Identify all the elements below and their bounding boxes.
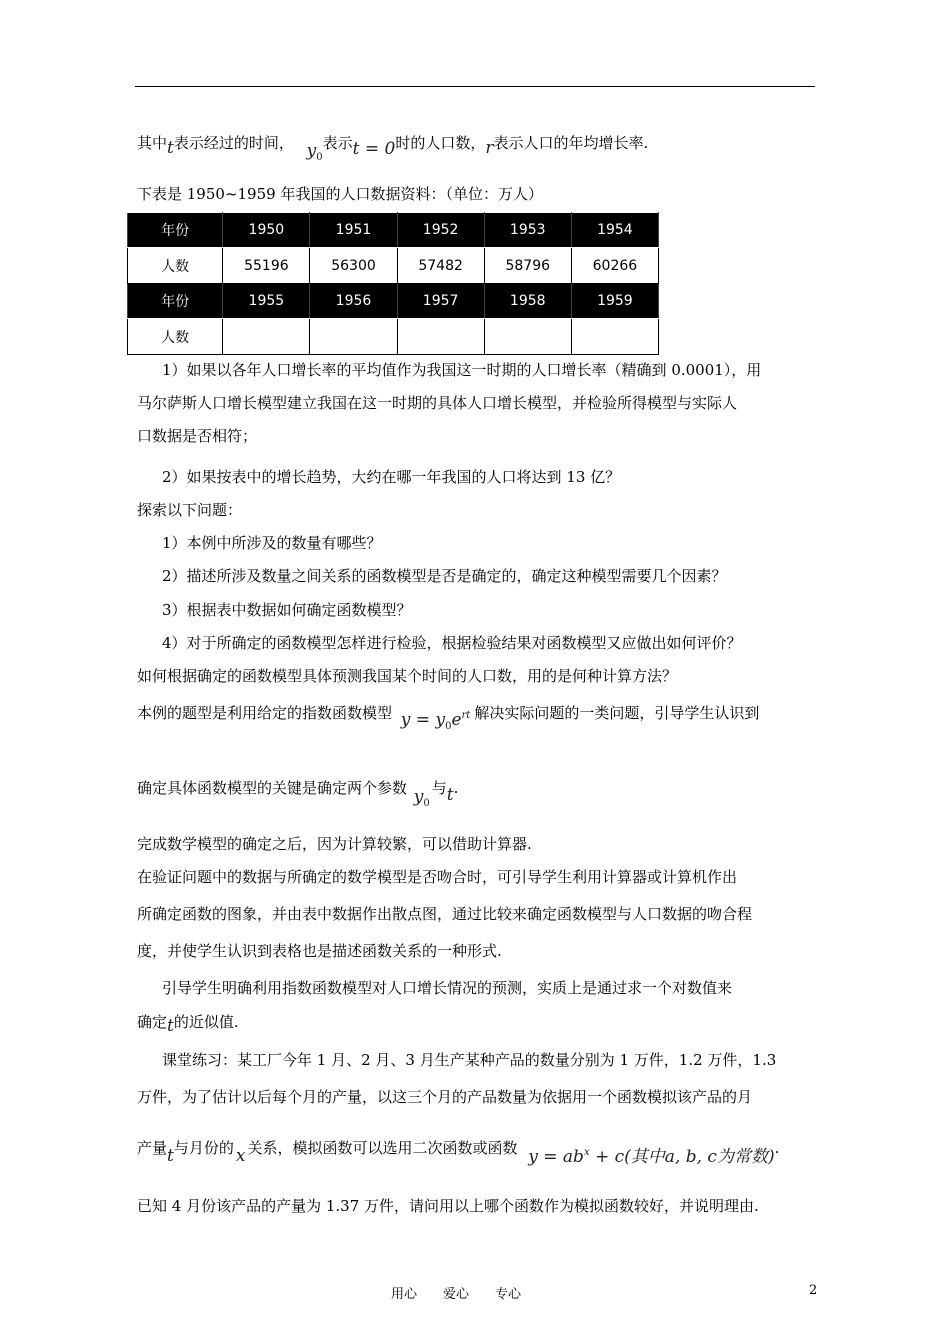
footer-word: 爱心 (443, 1287, 470, 1302)
table-cell: 1957 (397, 284, 484, 319)
population-table (127, 212, 659, 355)
table-cell: 57482 (397, 248, 484, 284)
table-cell: 1956 (310, 284, 397, 319)
table-cell: 55196 (223, 248, 310, 284)
explore-item-4-cont: 如何根据确定的函数模型具体预测我国某个时间的人口数，用的是何种计算方法？ (137, 667, 678, 685)
intro-line: 其中t表示经过的时间， $y_0$表示t = 0时的人口数，r表示人口的年均增长率. (137, 134, 649, 163)
table-row (128, 213, 659, 248)
output-relation-line: 产量t与月份的 x 关系，模拟函数可以选用二次函数或函数 $y = ab^x + c$(其中a, b, c为常数). (137, 1139, 780, 1167)
table-cell (484, 319, 571, 355)
table-cell: 1953 (484, 213, 571, 248)
table-cell: 年份 (128, 213, 223, 248)
footer-word: 专心 (495, 1287, 522, 1302)
table-cell: 年份 (128, 284, 223, 319)
explore-item-1: 1）本例中所涉及的数量有哪些？ (162, 534, 382, 552)
table-cell (397, 319, 484, 355)
table-cell: 60266 (571, 248, 658, 284)
table-row (128, 248, 659, 284)
verify-line-2: 所确定函数的图象，并由表中数据作出散点图，通过比较来确定函数模型与人口数据的吻合程 (137, 905, 753, 923)
footer-word: 用心 (391, 1287, 418, 1302)
key-parameters-line: 确定具体函数模型的关键是确定两个参数 $y_0$与t. (137, 779, 459, 809)
explore-heading: 探索以下问题： (137, 501, 243, 519)
question-1-line-1: 1）如果以各年人口增长率的平均值作为我国这一时期的人口增长率（精确到 0.0001），用 (162, 361, 762, 379)
practice-line-2: 万件，为了估计以后每个月的产量，以这三个月的产品数量为依据用一个函数模拟该产品的月 (137, 1088, 753, 1106)
table-cell: 1952 (397, 213, 484, 248)
question-1-line-3: 口数据是否相符； (137, 427, 258, 445)
footer-text (391, 1283, 547, 1302)
table-cell: 1958 (484, 284, 571, 319)
table-cell: 人数 (128, 248, 223, 284)
last-line: 已知 4 月份该产品的产量为 1.37 万件，请问用以上哪个函数作为模拟函数较好，并说明理由. (137, 1197, 759, 1215)
explore-item-2: 2）描述所涉及数量之间关系的函数模型是否是确定的，确定这种模型需要几个因素？ (162, 567, 727, 585)
header-rule (135, 86, 815, 87)
guide-line-1: 引导学生明确利用指数函数模型对人口增长情况的预测，实质上是通过求一个对数值来 (162, 979, 733, 997)
calc-line: 完成数学模型的确定之后，因为计算较繁，可以借助计算器. (137, 835, 532, 853)
table-cell: 1955 (223, 284, 310, 319)
table-caption: 下表是 1950~1959 年我国的人口数据资料：（单位：万人） (137, 185, 543, 203)
explore-item-4: 4）对于所确定的函数模型怎样进行检验，根据检验结果对函数模型又应做出如何评价？ (162, 634, 742, 652)
explore-item-3: 3）根据表中数据如何确定函数模型？ (162, 601, 412, 619)
practice-line-1: 课堂练习：某工厂今年 1 月、2 月、3 月生产某种产品的数量分别为 1 万件，1.2 万件，1.3 (162, 1051, 777, 1069)
table-cell (310, 319, 397, 355)
table-cell: 人数 (128, 319, 223, 355)
table-cell (223, 319, 310, 355)
table-cell: 1951 (310, 213, 397, 248)
table-cell: 56300 (310, 248, 397, 284)
table-cell: 58796 (484, 248, 571, 284)
question-1-line-2: 马尔萨斯人口增长模型建立我国在这一时期的具体人口增长模型，并检验所得模型与实际人 (137, 394, 738, 412)
table-row (128, 319, 659, 355)
page-number: 2 (809, 1283, 818, 1298)
table-cell: 1954 (571, 213, 658, 248)
guide-line-2: 确定t的近似值. (137, 1013, 239, 1036)
table-cell: 1950 (223, 213, 310, 248)
table-cell: 1959 (571, 284, 658, 319)
verify-line-1: 在验证问题中的数据与所确定的数学模型是否吻合时，可引导学生利用计算器或计算机作出 (137, 868, 738, 886)
verify-line-3: 度，并使学生认识到表格也是描述函数关系的一种形式. (137, 942, 502, 960)
question-2: 2）如果按表中的增长趋势，大约在哪一年我国的人口将达到 13 亿？ (162, 468, 621, 486)
table-cell (571, 319, 658, 355)
table-row (128, 284, 659, 319)
model-paragraph: 本例的题型是利用给定的指数函数模型 $y = y_0e^{rt}$ 解决实际问题的一类问题，引导学生认识到 (137, 704, 760, 732)
